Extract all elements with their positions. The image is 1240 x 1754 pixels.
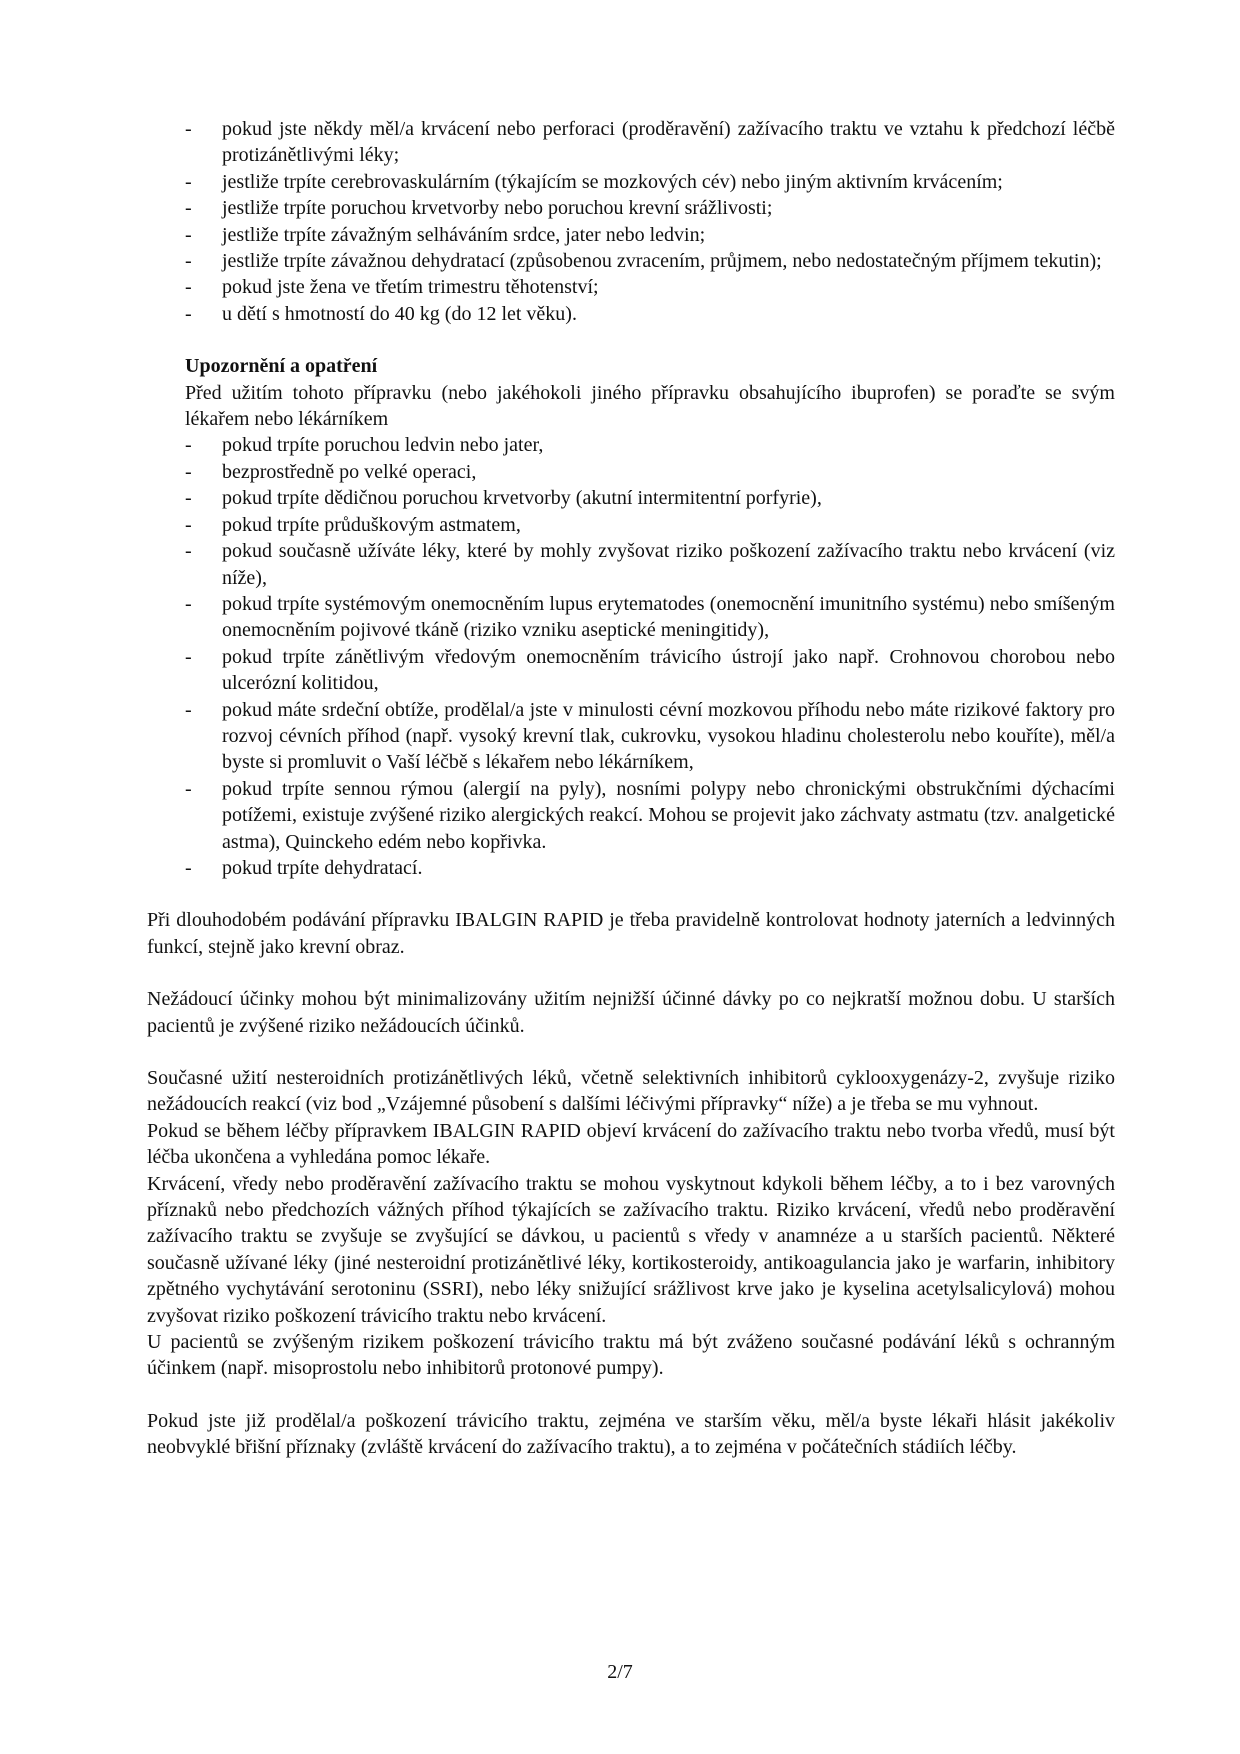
list-item: - pokud současně užíváte léky, které by mohly zvyšovat riziko poškození zažívacího traktu nebo krvácení (viz níže), [185,538,1115,591]
list-item: - jestliže trpíte cerebrovaskulárním (týkajícím se mozkových cév) nebo jiným aktivním krvácením; [147,169,1115,195]
paragraph-bleeding-risk: Krvácení, vředy nebo proděravění zažívacího traktu se mohou vyskytnout kdykoli během léčby, a to i bez varovných příznaků nebo předchozích vážných příhod týkajících se zažívacího traktu. Riziko krvácení, vředů nebo proděravění zažívacího traktu se zvyšuje se zvyšující se dávkou, u pacientů s vředy v anamnéze a u starších pacientů. Některé současně užívané léky (jiné nesteroidní protizánětlivé léky, kortikosteroidy, antikoagulancia jako je warfarin, inhibitory zpětného vychytávání serotoninu (SSRI), nebo léky snižující srážlivost krve jako je kyselina acetylsalicylová) mohou zvyšovat riziko poškození trávicího traktu nebo krvácení. [147,1172,1115,1327]
list-item: - pokud trpíte dědičnou poruchou krvetvorby (akutní intermitentní porfyrie), [185,485,1115,511]
paragraph-nsaid-combination: Současné užití nesteroidních protizánětlivých léků, včetně selektivních inhibitorů cyklooxygenázy-2, zvyšuje riziko nežádoucích reakcí (viz bod „Vzájemné působení s dalšími léčivými přípravky“ níže) a je třeba se mu vyhnout. [147,1067,1115,1116]
section-heading: Upozornění a opatření [185,355,378,378]
paragraph-protective-drugs: U pacientů se zvýšeným rizikem poškození trávicího traktu má být zváženo současné podávání léků s ochranným účinkem (např. misoprostolu nebo inhibitorů protonové pumpy). [147,1331,1115,1380]
list-item: - pokud jste žena ve třetím trimestru těhotenství; [147,274,1115,300]
paragraph-liver-monitoring: Při dlouhodobém podávání přípravku IBALGIN RAPID je třeba pravidelně kontrolovat hodnoty jaterních a ledvinných funkcí, stejně jako krevní obraz. [147,909,1115,958]
list-item: - pokud trpíte průduškovým astmatem, [185,512,1115,538]
list-item: - bezprostředně po velké operaci, [185,459,1115,485]
list-item: - pokud trpíte sennou rýmou (alergií na pyly), nosními polypy nebo chronickými obstrukčními dýchacími potížemi, existuje zvýšené riziko alergických reakcí. Mohou se projevit jako záchvaty astmatu (tzv. analgetické astma), Quinckeho edém nebo kopřivka. [185,776,1115,855]
warnings-list [185,432,1115,881]
section-intro: Před užitím tohoto přípravku (nebo jakéhokoli jiného přípravku obsahujícího ibuprofen) se poraďte se svým lékařem nebo lékárníkem [185,381,1115,431]
list-item: - jestliže trpíte závažným selháváním srdce, jater nebo ledvin; [147,222,1115,248]
list-item: - u dětí s hmotností do 40 kg (do 12 let věku). [147,301,1115,327]
list-item: - pokud máte srdeční obtíže, prodělal/a jste v minulosti cévní mozkovou příhodu nebo máte rizikové faktory pro rozvoj cévních příhod (např. vysoký krevní tlak, cukrovku, vysokou hladinu cholesterolu nebo kouříte), měl/a byste si promluvit o Vaší léčbě s lékařem nebo lékárníkem, [185,697,1115,776]
list-item: - jestliže trpíte závažnou dehydratací (způsobenou zvracením, průjmem, nebo nedostatečným příjmem tekutin); [147,248,1115,274]
list-item: - jestliže trpíte poruchou krvetvorby nebo poruchou krevní srážlivosti; [147,195,1115,221]
contraindications-list [147,116,1115,327]
page-number: 2/7 [607,1661,633,1683]
list-item: - pokud trpíte dehydratací. [185,855,1115,881]
list-item: - pokud jste někdy měl/a krvácení nebo perforaci (proděravění) zažívacího traktu ve vztahu k předchozí léčbě protizánětlivými léky; [147,116,1115,169]
list-item: - pokud trpíte zánětlivým vředovým onemocněním trávicího ústrojí jako např. Crohnovou chorobou nebo ulcerózní kolitidou, [185,644,1115,697]
paragraph-report-symptoms: Pokud jste již prodělal/a poškození trávicího traktu, zejména ve starším věku, měl/a byste lékaři hlásit jakékoliv neobvyklé břišní příznaky (zvláště krvácení do zažívacího traktu), a to zejména v počátečních stádiích léčby. [147,1409,1115,1459]
warnings-section [185,353,1115,881]
list-item: - pokud trpíte systémovým onemocněním lupus erytematodes (onemocnění imunitního systému) nebo smíšeným onemocněním pojivové tkáně (riziko vzniku aseptické meningitidy), [185,591,1115,644]
list-item: - pokud trpíte poruchou ledvin nebo jater, [185,432,1115,458]
document-page [147,116,1115,1461]
paragraph-bleeding-stop: Pokud se během léčby přípravkem IBALGIN RAPID objeví krvácení do zažívacího traktu nebo tvorba vředů, musí být léčba ukončena a vyhledána pomoc lékaře. [147,1119,1115,1169]
paragraph-side-effects: Nežádoucí účinky mohou být minimalizovány užitím nejnižší účinné dávky po co nejkratší možnou dobu. U starších pacientů je zvýšené riziko nežádoucích účinků. [147,988,1115,1037]
